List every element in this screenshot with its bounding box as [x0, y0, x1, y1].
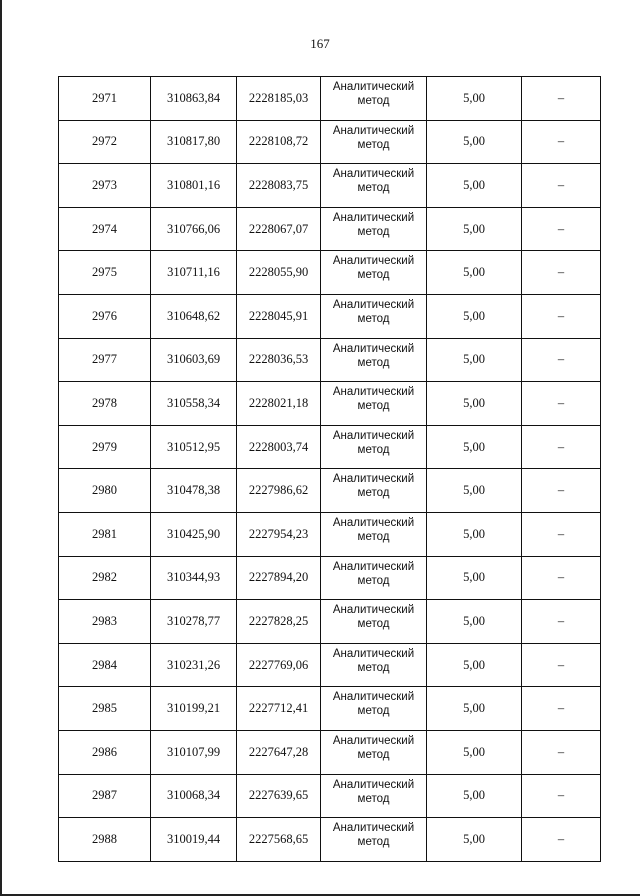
method-cell: [321, 207, 427, 251]
y-coordinate-cell: 2228003,74: [237, 425, 321, 469]
accuracy-cell: 5,00: [427, 730, 522, 774]
y-coordinate-cell: 2227769,06: [237, 643, 321, 687]
y-coordinate-cell: 2227568,65: [237, 818, 321, 862]
method-label-line2: метод: [357, 618, 390, 631]
accuracy-cell: 5,00: [427, 382, 522, 426]
y-coordinate-cell: 2227828,25: [237, 600, 321, 644]
y-coordinate-cell: 2228021,18: [237, 382, 321, 426]
accuracy-cell: 5,00: [427, 77, 522, 121]
point-number-cell: 2982: [59, 556, 151, 600]
x-coordinate-cell: 310068,34: [151, 774, 237, 818]
note-cell: –: [522, 382, 601, 426]
table-row: [59, 643, 601, 687]
x-coordinate-cell: 310711,16: [151, 251, 237, 295]
method-label-line2: метод: [357, 792, 390, 805]
point-number-cell: 2973: [59, 164, 151, 208]
point-number-cell: 2978: [59, 382, 151, 426]
method-label-line1: Аналитический: [332, 429, 415, 442]
method-label-line2: метод: [357, 487, 390, 500]
x-coordinate-cell: 310648,62: [151, 294, 237, 338]
point-number-cell: 2984: [59, 643, 151, 687]
x-coordinate-cell: 310558,34: [151, 382, 237, 426]
point-number-cell: 2983: [59, 600, 151, 644]
point-number-cell: 2985: [59, 687, 151, 731]
note-cell: –: [522, 512, 601, 556]
method-cell: [321, 512, 427, 556]
note-cell: –: [522, 556, 601, 600]
accuracy-cell: 5,00: [427, 338, 522, 382]
y-coordinate-cell: 2227894,20: [237, 556, 321, 600]
method-cell: [321, 469, 427, 513]
table-row: [59, 600, 601, 644]
note-cell: –: [522, 469, 601, 513]
point-number-cell: 2981: [59, 512, 151, 556]
method-label-line2: метод: [357, 356, 390, 369]
accuracy-cell: 5,00: [427, 643, 522, 687]
y-coordinate-cell: 2227712,41: [237, 687, 321, 731]
point-number-cell: 2971: [59, 77, 151, 121]
accuracy-cell: 5,00: [427, 425, 522, 469]
method-cell: [321, 77, 427, 121]
point-number-cell: 2975: [59, 251, 151, 295]
table-row: [59, 730, 601, 774]
method-cell: [321, 294, 427, 338]
note-cell: –: [522, 643, 601, 687]
method-label-line1: Аналитический: [332, 298, 415, 311]
table-row: [59, 251, 601, 295]
table-row: [59, 556, 601, 600]
y-coordinate-cell: 2228083,75: [237, 164, 321, 208]
table-row: [59, 77, 601, 121]
method-label-line1: Аналитический: [332, 691, 415, 704]
point-number-cell: 2979: [59, 425, 151, 469]
table-row: [59, 120, 601, 164]
method-label-line2: метод: [357, 748, 390, 761]
method-label-line1: Аналитический: [332, 516, 415, 529]
x-coordinate-cell: 310801,16: [151, 164, 237, 208]
table-row: [59, 512, 601, 556]
note-cell: –: [522, 600, 601, 644]
method-label-line1: Аналитический: [332, 604, 415, 617]
y-coordinate-cell: 2227986,62: [237, 469, 321, 513]
x-coordinate-cell: 310019,44: [151, 818, 237, 862]
note-cell: –: [522, 687, 601, 731]
method-label-line2: метод: [357, 661, 390, 674]
y-coordinate-cell: 2227954,23: [237, 512, 321, 556]
accuracy-cell: 5,00: [427, 818, 522, 862]
table-row: [59, 382, 601, 426]
accuracy-cell: 5,00: [427, 687, 522, 731]
method-label-line2: метод: [357, 400, 390, 413]
table-row: [59, 338, 601, 382]
accuracy-cell: 5,00: [427, 469, 522, 513]
point-number-cell: 2987: [59, 774, 151, 818]
method-cell: [321, 164, 427, 208]
method-label-line1: Аналитический: [332, 124, 415, 137]
method-label-line1: Аналитический: [332, 81, 415, 93]
accuracy-cell: 5,00: [427, 556, 522, 600]
method-cell: [321, 687, 427, 731]
table-row: [59, 774, 601, 818]
method-label-line1: Аналитический: [332, 168, 415, 181]
y-coordinate-cell: 2228108,72: [237, 120, 321, 164]
method-label-line1: Аналитический: [332, 255, 415, 268]
method-label-line2: метод: [357, 138, 390, 151]
note-cell: –: [522, 120, 601, 164]
method-cell: [321, 643, 427, 687]
accuracy-cell: 5,00: [427, 512, 522, 556]
method-cell: [321, 774, 427, 818]
table-row: [59, 294, 601, 338]
note-cell: –: [522, 207, 601, 251]
method-label-line1: Аналитический: [332, 386, 415, 399]
accuracy-cell: 5,00: [427, 294, 522, 338]
table-row: [59, 425, 601, 469]
x-coordinate-cell: 310107,99: [151, 730, 237, 774]
x-coordinate-cell: 310278,77: [151, 600, 237, 644]
point-number-cell: 2972: [59, 120, 151, 164]
point-number-cell: 2977: [59, 338, 151, 382]
table-row: [59, 207, 601, 251]
point-number-cell: 2980: [59, 469, 151, 513]
table-row: [59, 164, 601, 208]
y-coordinate-cell: 2228045,91: [237, 294, 321, 338]
y-coordinate-cell: 2228036,53: [237, 338, 321, 382]
x-coordinate-cell: 310344,93: [151, 556, 237, 600]
y-coordinate-cell: 2228185,03: [237, 77, 321, 121]
coordinates-table: [58, 76, 601, 862]
point-number-cell: 2974: [59, 207, 151, 251]
y-coordinate-cell: 2227647,28: [237, 730, 321, 774]
y-coordinate-cell: 2227639,65: [237, 774, 321, 818]
accuracy-cell: 5,00: [427, 251, 522, 295]
y-coordinate-cell: 2228055,90: [237, 251, 321, 295]
table-row: [59, 469, 601, 513]
method-label-line2: метод: [357, 530, 390, 543]
accuracy-cell: 5,00: [427, 600, 522, 644]
method-cell: [321, 120, 427, 164]
x-coordinate-cell: 310512,95: [151, 425, 237, 469]
page-number: 167: [310, 36, 330, 51]
note-cell: –: [522, 251, 601, 295]
x-coordinate-cell: 310863,84: [151, 77, 237, 121]
method-label-line2: метод: [357, 574, 390, 587]
method-label-line1: Аналитический: [332, 778, 415, 791]
x-coordinate-cell: 310425,90: [151, 512, 237, 556]
method-cell: [321, 730, 427, 774]
note-cell: –: [522, 294, 601, 338]
method-label-line2: метод: [357, 705, 390, 718]
method-label-line2: метод: [357, 182, 390, 195]
method-label-line2: метод: [357, 443, 390, 456]
method-label-line1: Аналитический: [332, 473, 415, 486]
y-coordinate-cell: 2228067,07: [237, 207, 321, 251]
method-cell: [321, 425, 427, 469]
note-cell: –: [522, 77, 601, 121]
method-cell: [321, 818, 427, 862]
method-label-line1: Аналитический: [332, 560, 415, 573]
method-cell: [321, 382, 427, 426]
accuracy-cell: 5,00: [427, 120, 522, 164]
table-row: [59, 687, 601, 731]
x-coordinate-cell: 310817,80: [151, 120, 237, 164]
accuracy-cell: 5,00: [427, 207, 522, 251]
method-label-line2: метод: [357, 312, 390, 325]
note-cell: –: [522, 338, 601, 382]
x-coordinate-cell: 310603,69: [151, 338, 237, 382]
note-cell: –: [522, 164, 601, 208]
method-cell: [321, 251, 427, 295]
point-number-cell: 2976: [59, 294, 151, 338]
method-cell: [321, 556, 427, 600]
method-label-line1: Аналитический: [332, 647, 415, 660]
note-cell: –: [522, 425, 601, 469]
note-cell: –: [522, 730, 601, 774]
method-cell: [321, 600, 427, 644]
point-number-cell: 2986: [59, 730, 151, 774]
x-coordinate-cell: 310199,21: [151, 687, 237, 731]
x-coordinate-cell: 310478,38: [151, 469, 237, 513]
accuracy-cell: 5,00: [427, 774, 522, 818]
method-label-line2: метод: [357, 269, 390, 282]
note-cell: –: [522, 818, 601, 862]
method-label-line1: Аналитический: [332, 734, 415, 747]
x-coordinate-cell: 310231,26: [151, 643, 237, 687]
method-label-line2: метод: [357, 225, 390, 238]
note-cell: –: [522, 774, 601, 818]
method-label-line1: Аналитический: [332, 342, 415, 355]
method-label-line1: Аналитический: [332, 822, 415, 835]
page-edge-left: [0, 0, 2, 896]
x-coordinate-cell: 310766,06: [151, 207, 237, 251]
method-cell: [321, 338, 427, 382]
point-number-cell: 2988: [59, 818, 151, 862]
method-label-line2: метод: [357, 836, 390, 849]
method-label-line1: Аналитический: [332, 211, 415, 224]
table-row: [59, 818, 601, 862]
accuracy-cell: 5,00: [427, 164, 522, 208]
method-label-line2: метод: [357, 95, 390, 107]
table-body: [59, 77, 601, 862]
